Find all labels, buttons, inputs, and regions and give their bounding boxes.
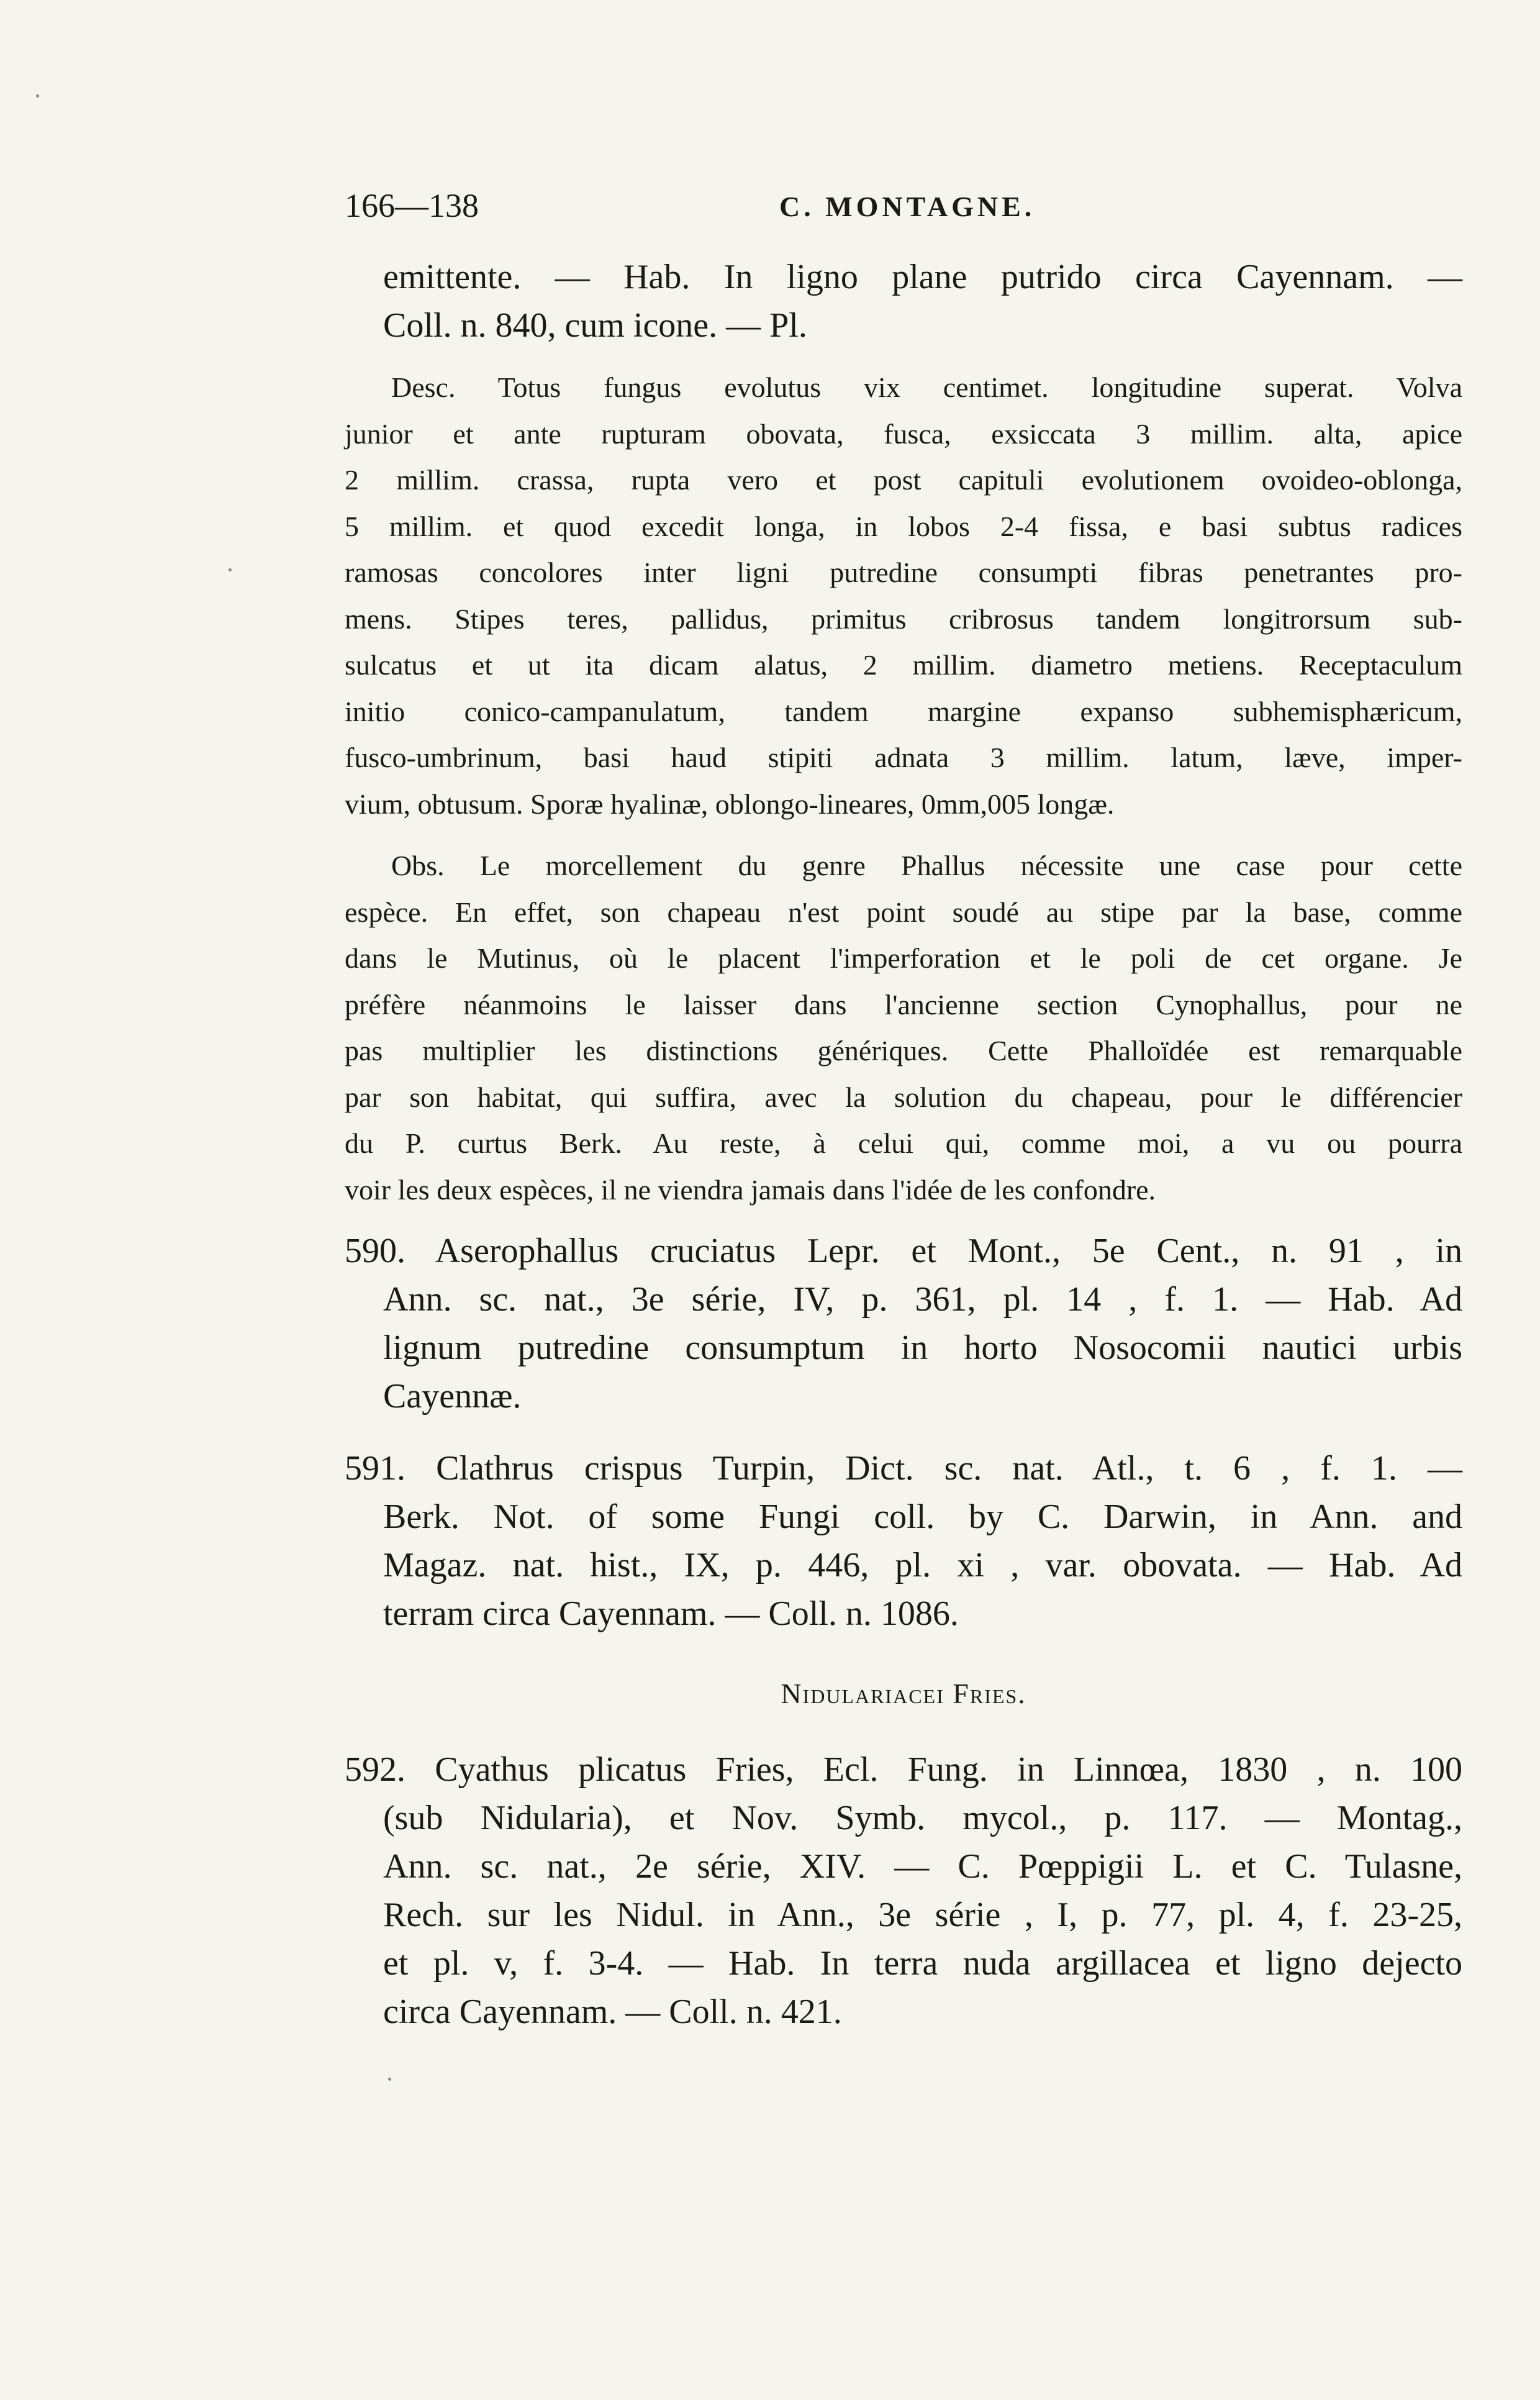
entry-first-line: 591. Clathrus crispus Turpin, Dict. sc. nat. Atl., t. 6 , f. 1. — [345,1449,1462,1488]
text-line: Rech. sur les Nidul. in Ann., 3e série , I, p. 77, pl. 4, f. 23-25, [383,1896,1462,1934]
observation-paragraph [345,843,1462,1213]
text-line: par son habitat, qui suffira, avec la solution du chapeau, pour le différencier [345,1081,1462,1113]
text-line: lignum putredine consumptum in horto Nosocomii nautici urbis [383,1329,1462,1367]
text-line: dans le Mutinus, où le placent l'imperforation et le poli de cet organe. Je [345,942,1462,974]
text-line: Berk. Not. of some Fungi coll. by C. Darwin, in Ann. and [383,1498,1462,1536]
text-line: 5 millim. et quod excedit longa, in lobos 2-4 fissa, e basi subtus radices [345,510,1462,542]
entry-590 [345,1227,1462,1420]
section-heading: Nidulariacei Fries. [781,1678,1026,1709]
description-paragraph [345,365,1462,827]
text-line: junior et ante rupturam obovata, fusca, exsiccata 3 millim. alta, apice [345,417,1462,450]
paper-speck [229,568,232,571]
entry-592 [345,1745,1462,2036]
text-line: Ann. sc. nat., 2e série, XIV. — C. Pœppigii L. et C. Tulasne, [383,1847,1462,1886]
text-line: 2 millim. crassa, rupta vero et post capituli evolutionem ovoideo-oblonga, [345,464,1462,496]
entry-591 [345,1444,1462,1638]
text-line: Ann. sc. nat., 3e série, IV, p. 361, pl. 14 , f. 1. — Hab. Ad [383,1280,1462,1319]
text-line: Obs. Le morcellement du genre Phallus nécessite une case pour cette [391,850,1462,881]
text-line: du P. curtus Berk. Au reste, à celui qui, comme moi, a vu ou pourra [345,1127,1462,1159]
text-line: initio conico-campanulatum, tandem margine expanso subhemisphæricum, [345,695,1462,727]
text-line: pas multiplier les distinctions génériques. Cette Phalloïdée est remarquable [345,1035,1462,1066]
text-line: voir les deux espèces, il ne viendra jamais dans l'idée de les confondre. [345,1173,1156,1206]
text-line: ramosas concolores inter ligni putredine consumpti fibras penetrantes pro- [345,557,1462,588]
text-line: espèce. En effet, son chapeau n'est point soudé au stipe par la base, comme [345,896,1462,928]
text-line: circa Cayennam. — Coll. n. 421. [383,1993,842,2031]
text-line: mens. Stipes teres, pallidus, primitus cribrosus tandem longitrorsum sub- [345,602,1462,635]
text-line: préfère néanmoins le laisser dans l'ancienne section Cynophallus, pour ne [345,988,1462,1020]
text-line: Coll. n. 840, cum icone. — Pl. [383,306,807,345]
entry-first-line: 590. Aserophallus cruciatus Lepr. et Mont., 5e Cent., n. 91 , in [345,1232,1462,1270]
text-line: vium, obtusum. Sporæ hyalinæ, oblongo-lineares, 0mm,005 longæ. [345,788,1115,820]
page-header [345,186,1462,236]
paper-speck [388,2078,391,2081]
text-line: (sub Nidularia), et Nov. Symb. mycol., p. 117. — Montag., [383,1799,1462,1837]
running-head: C. MONTAGNE. [779,191,1036,222]
text-line: et pl. v, f. 3-4. — Hab. In terra nuda argillacea et ligno dejecto [383,1944,1462,1983]
text-line: emittente. — Hab. In ligno plane putrido circa Cayennam. — [383,258,1462,296]
text-line: sulcatus et ut ita dicam alatus, 2 millim. diametro metiens. Receptaculum [345,649,1462,681]
entry-first-line: 592. Cyathus plicatus Fries, Ecl. Fung. in Linnœa, 1830 , n. 100 [345,1750,1462,1789]
page-number: 166—138 [345,187,479,224]
text-line: terram circa Cayennam. — Coll. n. 1086. [383,1594,959,1633]
text-line: Cayennæ. [383,1377,522,1416]
text-line: Magaz. nat. hist., IX, p. 446, pl. xi , var. obovata. — Hab. Ad [383,1546,1462,1584]
paper-speck [36,94,39,98]
text-line: fusco-umbrinum, basi haud stipiti adnata 3 millim. latum, læve, imper- [345,742,1462,773]
continuation-paragraph [345,253,1462,350]
text-line: Desc. Totus fungus evolutus vix centimet. longitudine superat. Volva [391,371,1462,403]
